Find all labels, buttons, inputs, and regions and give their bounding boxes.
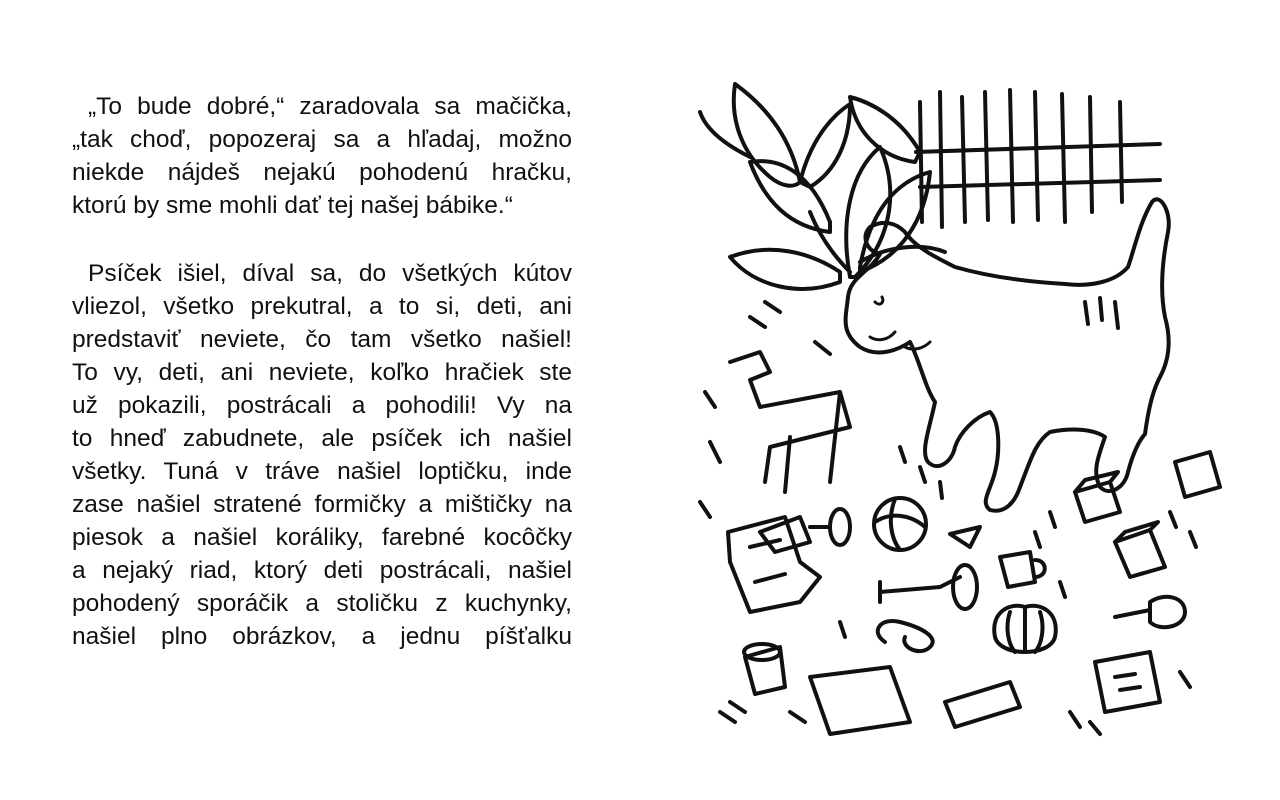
text-line: a nejaký riad, ktorý deti postrácali, našiel xyxy=(72,557,572,584)
paragraph-2 xyxy=(72,257,572,653)
text-line: už pokazili, postrácali a pohodili! Vy na xyxy=(72,392,572,419)
text-line: „To bude dobré,“ zaradovala sa mačička, xyxy=(88,93,572,120)
fence xyxy=(916,90,1160,227)
text-line: niekde nájdeš nejakú pohodenú hračku, xyxy=(72,159,572,186)
text-line: predstaviť neviete, čo tam všetko našiel! xyxy=(72,326,572,353)
text-line: piesok a našiel koráliky, farebné kocôčky xyxy=(72,524,572,551)
story-text xyxy=(72,90,572,653)
plant-leaves xyxy=(700,84,945,289)
text-line: ktorú by sme mohli dať tej našej bábike.“ xyxy=(72,192,513,219)
dog-figure xyxy=(846,199,1169,510)
text-line: vliezol, všetko prekutral, a to si, deti, ani xyxy=(72,293,572,320)
text-line: pohodený sporáčik a stoličku z kuchynky, xyxy=(72,590,572,617)
text-line: Psíček išiel, díval sa, do všetkých kútov xyxy=(88,260,572,287)
dog-toys-illustration xyxy=(690,62,1230,742)
text-line: našiel plno obrázkov, a jednu píšťalku xyxy=(72,623,572,650)
paragraph-1 xyxy=(72,90,572,222)
text-line: všetky. Tuná v tráve našiel loptičku, inde xyxy=(72,458,572,485)
text-line: „tak choď, popozeraj sa a hľadaj, možno xyxy=(72,126,572,153)
text-line: to hneď zabudnete, ale psíček ich našiel xyxy=(72,425,572,452)
text-line: zase našiel stratené formičky a mištičky na xyxy=(72,491,572,518)
text-line: To vy, deti, ani neviete, koľko hračiek ste xyxy=(72,359,572,386)
scattered-toys xyxy=(700,302,1220,734)
